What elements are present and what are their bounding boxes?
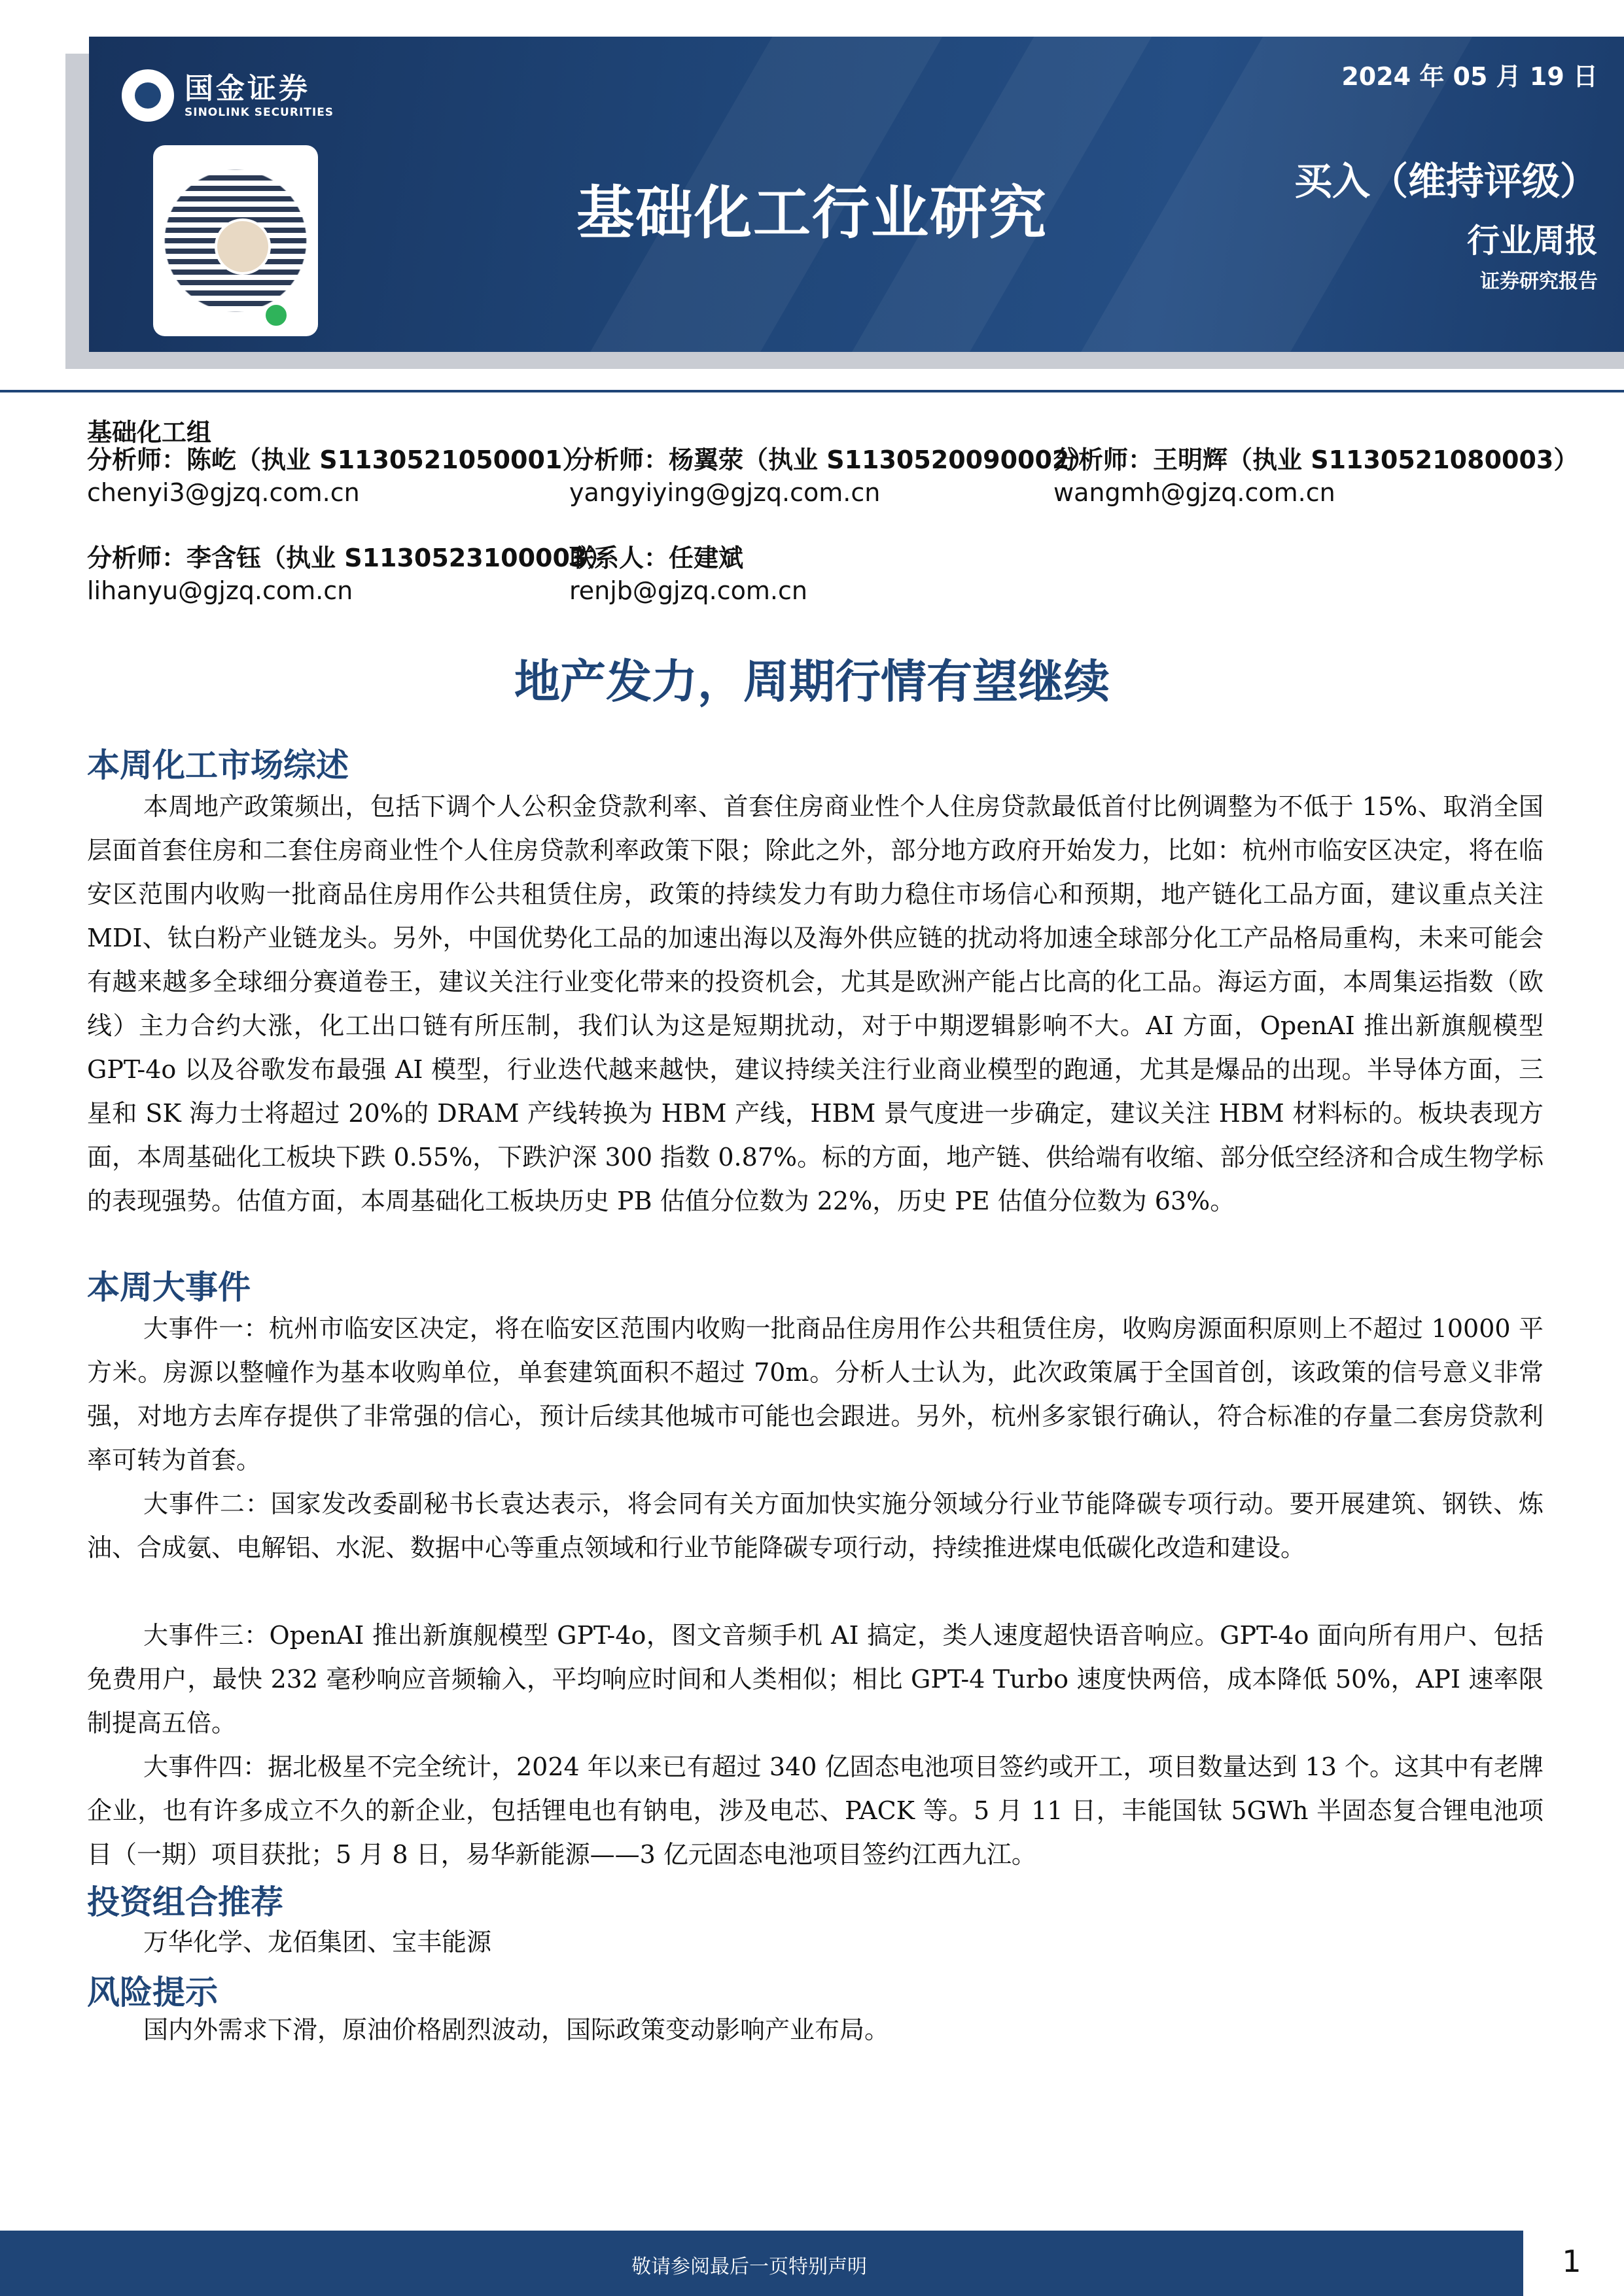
analyst-email[interactable]: yangyiying@gjzq.com.cn — [569, 478, 881, 507]
analyst-block — [569, 444, 1094, 509]
analyst-name: 分析师：王明辉（执业 S1130521080003） — [1053, 445, 1579, 474]
analyst-block — [87, 542, 612, 607]
portfolio-paragraph: 万华化学、龙佰集团、宝丰能源 — [143, 1928, 492, 1957]
disclaimer-note: 敬请参阅最后一页特别声明 — [631, 2255, 867, 2278]
qr-code-icon[interactable] — [153, 145, 318, 336]
analyst-email[interactable]: lihanyu@gjzq.com.cn — [87, 576, 353, 605]
analyst-email[interactable]: chenyi3@gjzq.com.cn — [87, 478, 360, 507]
event-paragraph: 大事件四：据北极星不完全统计，2024 年以来已有超过 340 亿固态电池项目签约或开工，项目数量达到 13 个。这其中有老牌企业，也有许多成立不久的新企业，包括锂电也有钠电，涉及电芯、PACK 等。5 月 11 日，丰能国钛 5GWh 半固态复合锂电池项目（一期）项目获批；5 月 8 日，易华新能源——3 亿元固态电池项目签约江西九江。 — [87, 1752, 1544, 1869]
qr-center-logo — [215, 218, 271, 275]
event-paragraph: 大事件三：OpenAI 推出新旗舰模型 GPT-4o，图文音频手机 AI 搞定，类人速度超快语音响应。GPT-4o 面向所有用户、包括免费用户，最快 232 毫秒响应音频输入，平均响应时间和人类相似；相比 GPT-4 Turbo 速度快两倍，成本降低 50%，API 速率限制提高五倍。 — [87, 1621, 1544, 1737]
report-headline: 地产发力，周期行情有望继续 — [514, 655, 1110, 708]
risk-paragraph: 国内外需求下滑，原油价格剧烈波动，国际政策变动影响产业布局。 — [143, 2015, 890, 2044]
header-divider — [0, 390, 1624, 392]
report-type: 行业周报 — [1467, 222, 1598, 260]
analyst-name: 分析师：陈屹（执业 S1130521050001） — [87, 445, 588, 474]
analyst-block — [1053, 444, 1578, 509]
team-name: 基础化工组 — [87, 418, 212, 447]
analyst-name: 分析师：杨翼荥（执业 S1130520090002） — [569, 445, 1095, 474]
logo-mark-icon — [122, 69, 174, 122]
section-title-market-review: 本周化工市场综述 — [87, 746, 349, 784]
section-title-weekly-events: 本周大事件 — [87, 1268, 251, 1306]
section-title-portfolio: 投资组合推荐 — [87, 1883, 283, 1921]
report-title: 基础化工行业研究 — [576, 179, 1048, 247]
analyst-email[interactable]: wangmh@gjzq.com.cn — [1053, 478, 1335, 507]
logo-name-cn: 国金证券 — [185, 72, 310, 105]
report-date: 2024 年 05 月 19 日 — [1341, 62, 1598, 91]
analyst-name: 分析师：李含钰（执业 S1130523100003） — [87, 544, 612, 572]
section-paragraph: 本周地产政策频出，包括下调个人公积金贷款利率、首套住房商业性个人住房贷款最低首付比例调整为不低于 15%、取消全国层面首套住房和二套住房商业性个人住房贷款利率政策下限；除此之外，部分地方政府开始发力，比如：杭州市临安区决定，将在临安区范围内收购一批商品住房用作公共租赁住房，政策的持续发力有助力稳住市场信心和预期，地产链化工品方面，建议重点关注 MDI、钛白粉产业链龙头。另外，中国优势化工品的加速出海以及海外供应链的扰动将加速全球部分化工产品格局重构，未来可能会有越来越多全球细分赛道卷王，建议关注行业变化带来的投资机会，尤其是欧洲产能占比高的化工品。海运方面，本周集运指数（欧线）主力合约大涨，化工出口链有所压制，我们认为这是短期扰动，对于中期逻辑影响不大。AI 方面，OpenAI 推出新旗舰模型 GPT-4o 以及谷歌发布最强 AI 模型，行业迭代越来越快，建议持续关注行业商业模型的跑通，尤其是爆品的出现。半导体方面，三星和 SK 海力士将超过 20%的 DRAM 产线转换为 HBM 产线，HBM 景气度进一步确定，建议关注 HBM 材料标的。板块表现方面，本周基础化工板块下跌 0.55%，下跌沪深 300 指数 0.87%。标的方面，地产链、供给端有收缩、部分低空经济和合成生物学标的表现强势。估值方面，本周基础化工板块历史 PB 估值分位数为 22%，历史 PE 估值分位数为 63%。 — [87, 792, 1544, 1215]
event-paragraph: 大事件一：杭州市临安区决定，将在临安区范围内收购一批商品住房用作公共租赁住房，收购房源面积原则上不超过 10000 平方米。房源以整幢作为基本收购单位，单套建筑面积不超过 70m。分析人士认为，此次政策属于全国首创，该政策的信号意义非常强，对地方去库存提供了非常强的信心，预计后续其他城市可能也会跟进。另外，杭州多家银行确认，符合标准的存量二套房贷款利率可转为首套。 — [87, 1314, 1544, 1474]
event-paragraph: 大事件二：国家发改委副秘书长袁达表示，将会同有关方面加快实施分领域分行业节能降碳专项行动。要开展建筑、钢铁、炼油、合成氨、电解铝、水泥、数据中心等重点领域和行业节能降碳专项行动，持续推进煤电低碳化改造和建设。 — [87, 1489, 1544, 1562]
page-number: 1 — [1562, 2244, 1581, 2279]
company-logo — [122, 69, 334, 122]
mini-program-icon — [263, 302, 289, 328]
contact-name: 联系人：任建斌 — [569, 544, 744, 572]
rating-label: 买入（维持评级） — [1294, 159, 1598, 203]
contact-email[interactable]: renjb@gjzq.com.cn — [569, 576, 807, 605]
analyst-block — [87, 444, 587, 509]
contact-block — [569, 542, 807, 607]
section-title-risk: 风险提示 — [87, 1974, 218, 2011]
logo-name-en: SINOLINK SECURITIES — [185, 106, 334, 119]
report-kind: 证券研究报告 — [1480, 270, 1598, 293]
